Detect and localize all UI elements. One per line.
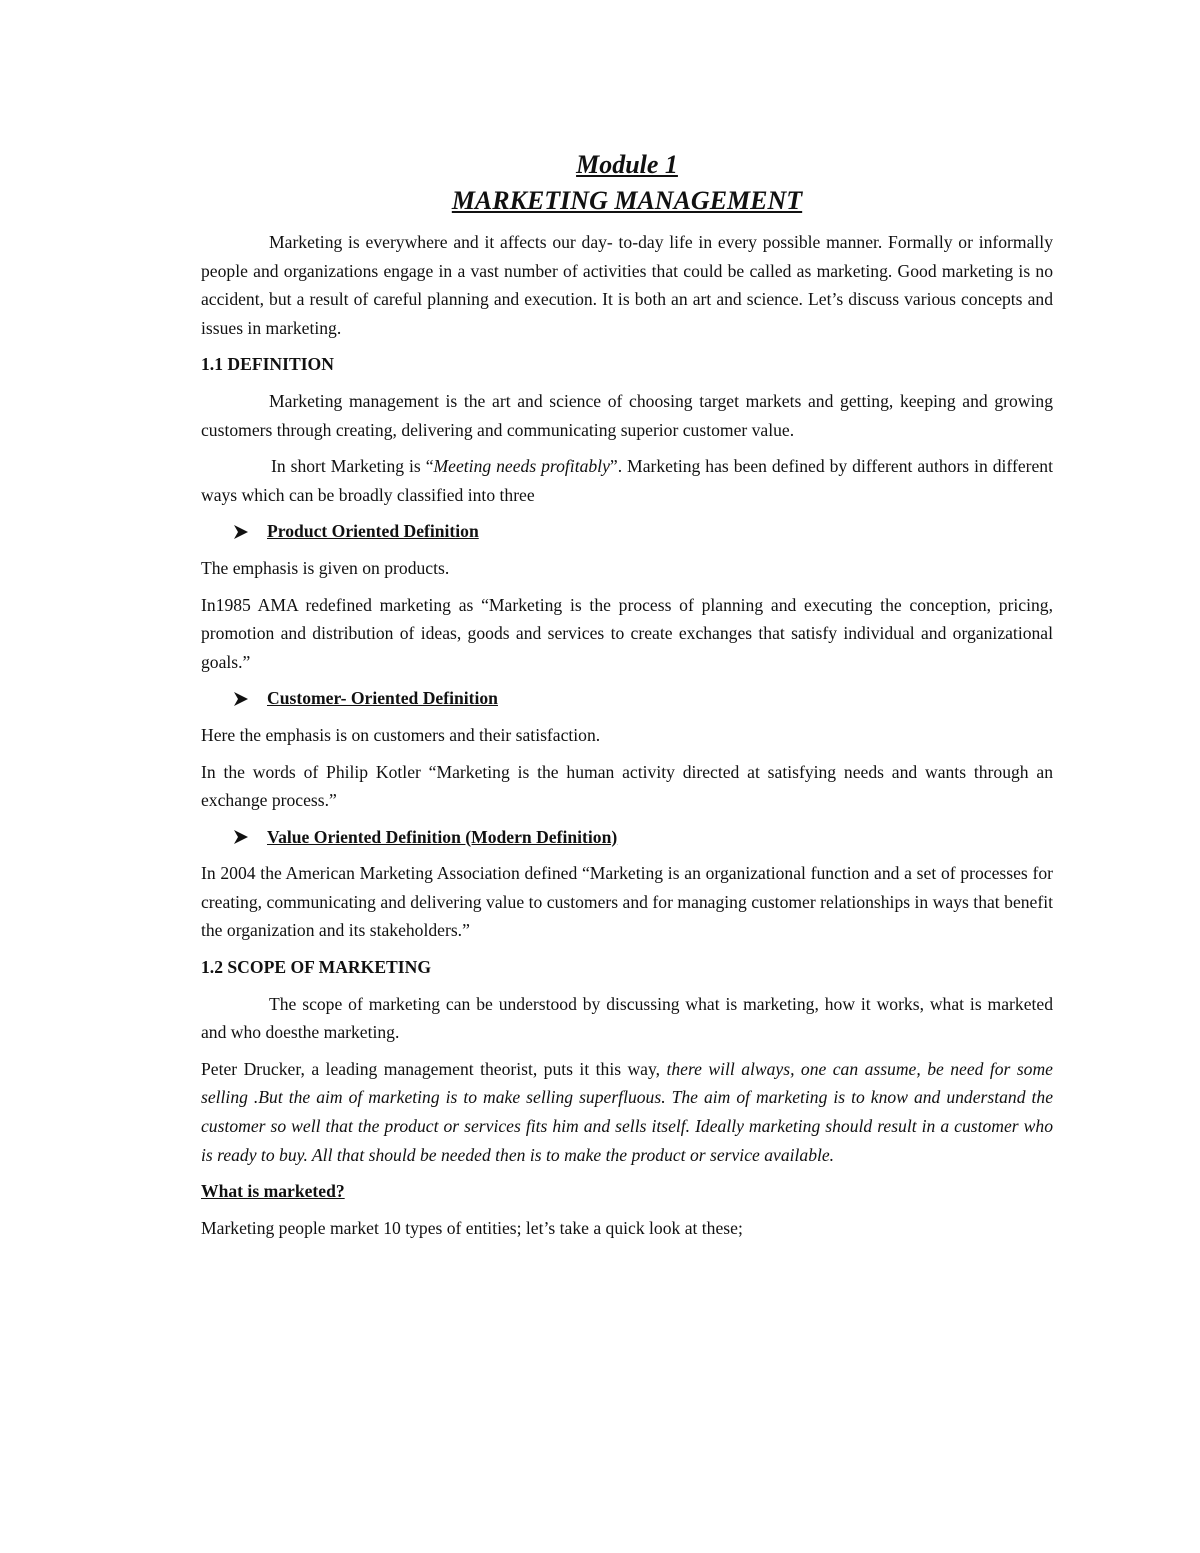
arrowhead-bullet-icon: [233, 524, 267, 540]
intro-paragraph: Marketing is everywhere and it affects our day- to-day life in every possible manner. Formally or informally people and organizations engage in a vast number of activities that could be called as marketing. Good marketing is no accident, but a result of careful planning and execution. It is both an art and science. Let’s discuss various concepts and issues in marketing.: [201, 232, 1053, 338]
bullet-product-oriented: [233, 517, 1053, 546]
document-title: MARKETING MANAGEMENT: [451, 186, 803, 215]
document-page: [201, 148, 1053, 1250]
short-definition-prefix: In short Marketing is “: [271, 456, 434, 477]
what-is-marketed-heading: What is marketed?: [201, 1181, 345, 1202]
entities-paragraph: Marketing people market 10 types of entities; let’s take a quick look at these;: [201, 1217, 743, 1238]
short-definition-paragraph: [201, 452, 1053, 509]
bullet-label: Customer- Oriented Definition: [267, 688, 498, 709]
bullet-text: The emphasis is given on products.: [201, 557, 450, 578]
section-heading-scope: 1.2 SCOPE OF MARKETING: [201, 957, 432, 978]
drucker-quote: there will always, one can assume, be need for some selling .But the aim of marketing is to make selling superfluous. The aim of marketing is to know and understand the customer so well that the product or services fits him and sells itself. Ideally marketing should result in a customer who is ready to buy. All that should be needed then is to make the product or service available.: [201, 1058, 1053, 1165]
drucker-paragraph: [201, 1055, 1053, 1169]
bullet-label: Product Oriented Definition: [267, 521, 479, 542]
bullet-text: In 2004 the American Marketing Association defined “Marketing is an organizational function and a set of processes for creating, communicating and delivering value to customers and for managing customer relationships in ways that benefit the organization and its stakeholders.”: [201, 863, 1053, 941]
bullet-text: In the words of Philip Kotler “Marketing is the human activity directed at satisfying needs and wants through an exchange process.”: [201, 761, 1053, 811]
arrowhead-bullet-icon: [233, 691, 267, 707]
bullet-text: Here the emphasis is on customers and their satisfaction.: [201, 724, 601, 745]
bullet-label: Value Oriented Definition (Modern Definition): [267, 826, 618, 847]
arrowhead-bullet-icon: [233, 829, 267, 845]
section-heading-definition: 1.1 DEFINITION: [201, 354, 334, 375]
scope-paragraph: The scope of marketing can be understood by discussing what is marketing, how it works, what is marketed and who doesthe marketing.: [201, 993, 1053, 1043]
drucker-prefix: Peter Drucker, a leading management theorist, puts it this way,: [201, 1058, 667, 1079]
bullet-value-oriented: [233, 823, 1053, 852]
definition-paragraph: Marketing management is the art and science of choosing target markets and getting, keeping and growing customers through creating, delivering and communicating superior customer value.: [201, 390, 1053, 440]
bullet-customer-oriented: [233, 684, 1053, 713]
module-title: Module 1: [576, 150, 678, 179]
short-definition-italic: Meeting needs profitably: [433, 456, 610, 477]
short-definition-suffix: ”. Marketing has been defined by different authors in different ways which can be broadly classified into three: [201, 456, 1053, 505]
bullet-text: In1985 AMA redefined marketing as “Marketing is the process of planning and executing the conception, pricing, promotion and distribution of ideas, goods and services to create exchanges that satisfy individual and organizational goals.”: [201, 594, 1053, 672]
